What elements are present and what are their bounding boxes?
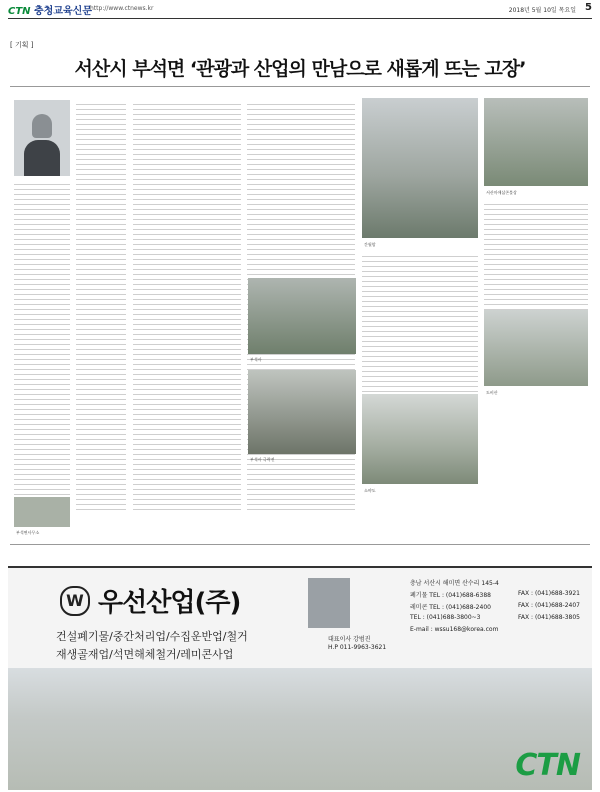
remicon-tel: 레미콘 TEL : (041)688-2400 xyxy=(410,604,491,611)
services-line-1: 건설폐기물/중간처리업/수집운반업/철거 xyxy=(56,630,248,643)
headline-divider xyxy=(10,86,590,87)
caption-ganwolam: 간월암 xyxy=(364,242,376,247)
article-end-rule xyxy=(10,544,590,545)
caption-dobisan: 도비산 xyxy=(486,390,498,395)
photo-dobisan xyxy=(484,310,588,386)
article-body-col-1b xyxy=(14,180,70,500)
company-logo-icon: W xyxy=(60,586,90,616)
office-photo xyxy=(14,497,70,527)
article-body-col-5 xyxy=(484,200,588,310)
caption-soyado: 소야도 xyxy=(364,488,376,493)
ceo-name: 대표이사 강범진 xyxy=(328,636,371,643)
page-number: 5 xyxy=(585,2,592,13)
main-tel: TEL : (041)688-3800~3 xyxy=(410,614,481,621)
issue-date: 2018년 5월 10일 목요일 xyxy=(508,7,576,14)
ceo-phone: H.P 011-9963-3621 xyxy=(328,644,387,651)
company-advertisement[interactable] xyxy=(8,566,592,790)
photo-buseoksa xyxy=(248,278,356,354)
article-body-col-1 xyxy=(76,100,126,510)
photo-soyado xyxy=(362,394,478,484)
caption-geukrakjeon: 부석사 극락전 xyxy=(250,457,275,462)
waste-tel: 폐기물 TEL : (041)688-6388 xyxy=(410,592,491,599)
caption-buseoksa: 부석사 xyxy=(250,357,262,362)
office-caption: 부석면사무소 xyxy=(16,530,40,535)
section-label: [ 기획 ] xyxy=(10,41,34,49)
newspaper-logo[interactable]: CTN 충청교육신문 xyxy=(8,6,92,17)
ceo-photo xyxy=(308,578,350,628)
article-body-col-2 xyxy=(133,100,241,510)
photo-ganwolam xyxy=(362,98,478,238)
company-email[interactable]: E-mail : wssu168@korea.com xyxy=(410,626,499,633)
ad-background-photo xyxy=(8,668,592,790)
remicon-fax: FAX : (041)688-2407 xyxy=(518,602,580,609)
article-headline: 서산시 부석면 ‘관광과 산업의 만남으로 새롭게 뜨는 고장’ xyxy=(74,58,526,80)
waste-fax: FAX : (041)688-3921 xyxy=(518,590,580,597)
photo-geukrakjeon xyxy=(248,370,356,454)
ctn-brand-logo: CTN xyxy=(515,748,580,783)
site-url[interactable]: http://www.ctnews.kr xyxy=(90,5,154,12)
masthead xyxy=(8,0,592,19)
caption-buddha: 서산마애삼존불상 xyxy=(486,190,517,195)
author-photo xyxy=(14,100,70,176)
services-line-2: 재생골재업/석면해체철거/레미콘사업 xyxy=(56,648,234,661)
article-body-col-4 xyxy=(362,252,478,392)
photo-buddha xyxy=(484,98,588,186)
company-name: 우선산업(주) xyxy=(98,588,241,618)
company-address: 충남 서산시 해미면 산수리 145-4 xyxy=(410,580,499,587)
main-fax: FAX : (041)688-3805 xyxy=(518,614,580,621)
